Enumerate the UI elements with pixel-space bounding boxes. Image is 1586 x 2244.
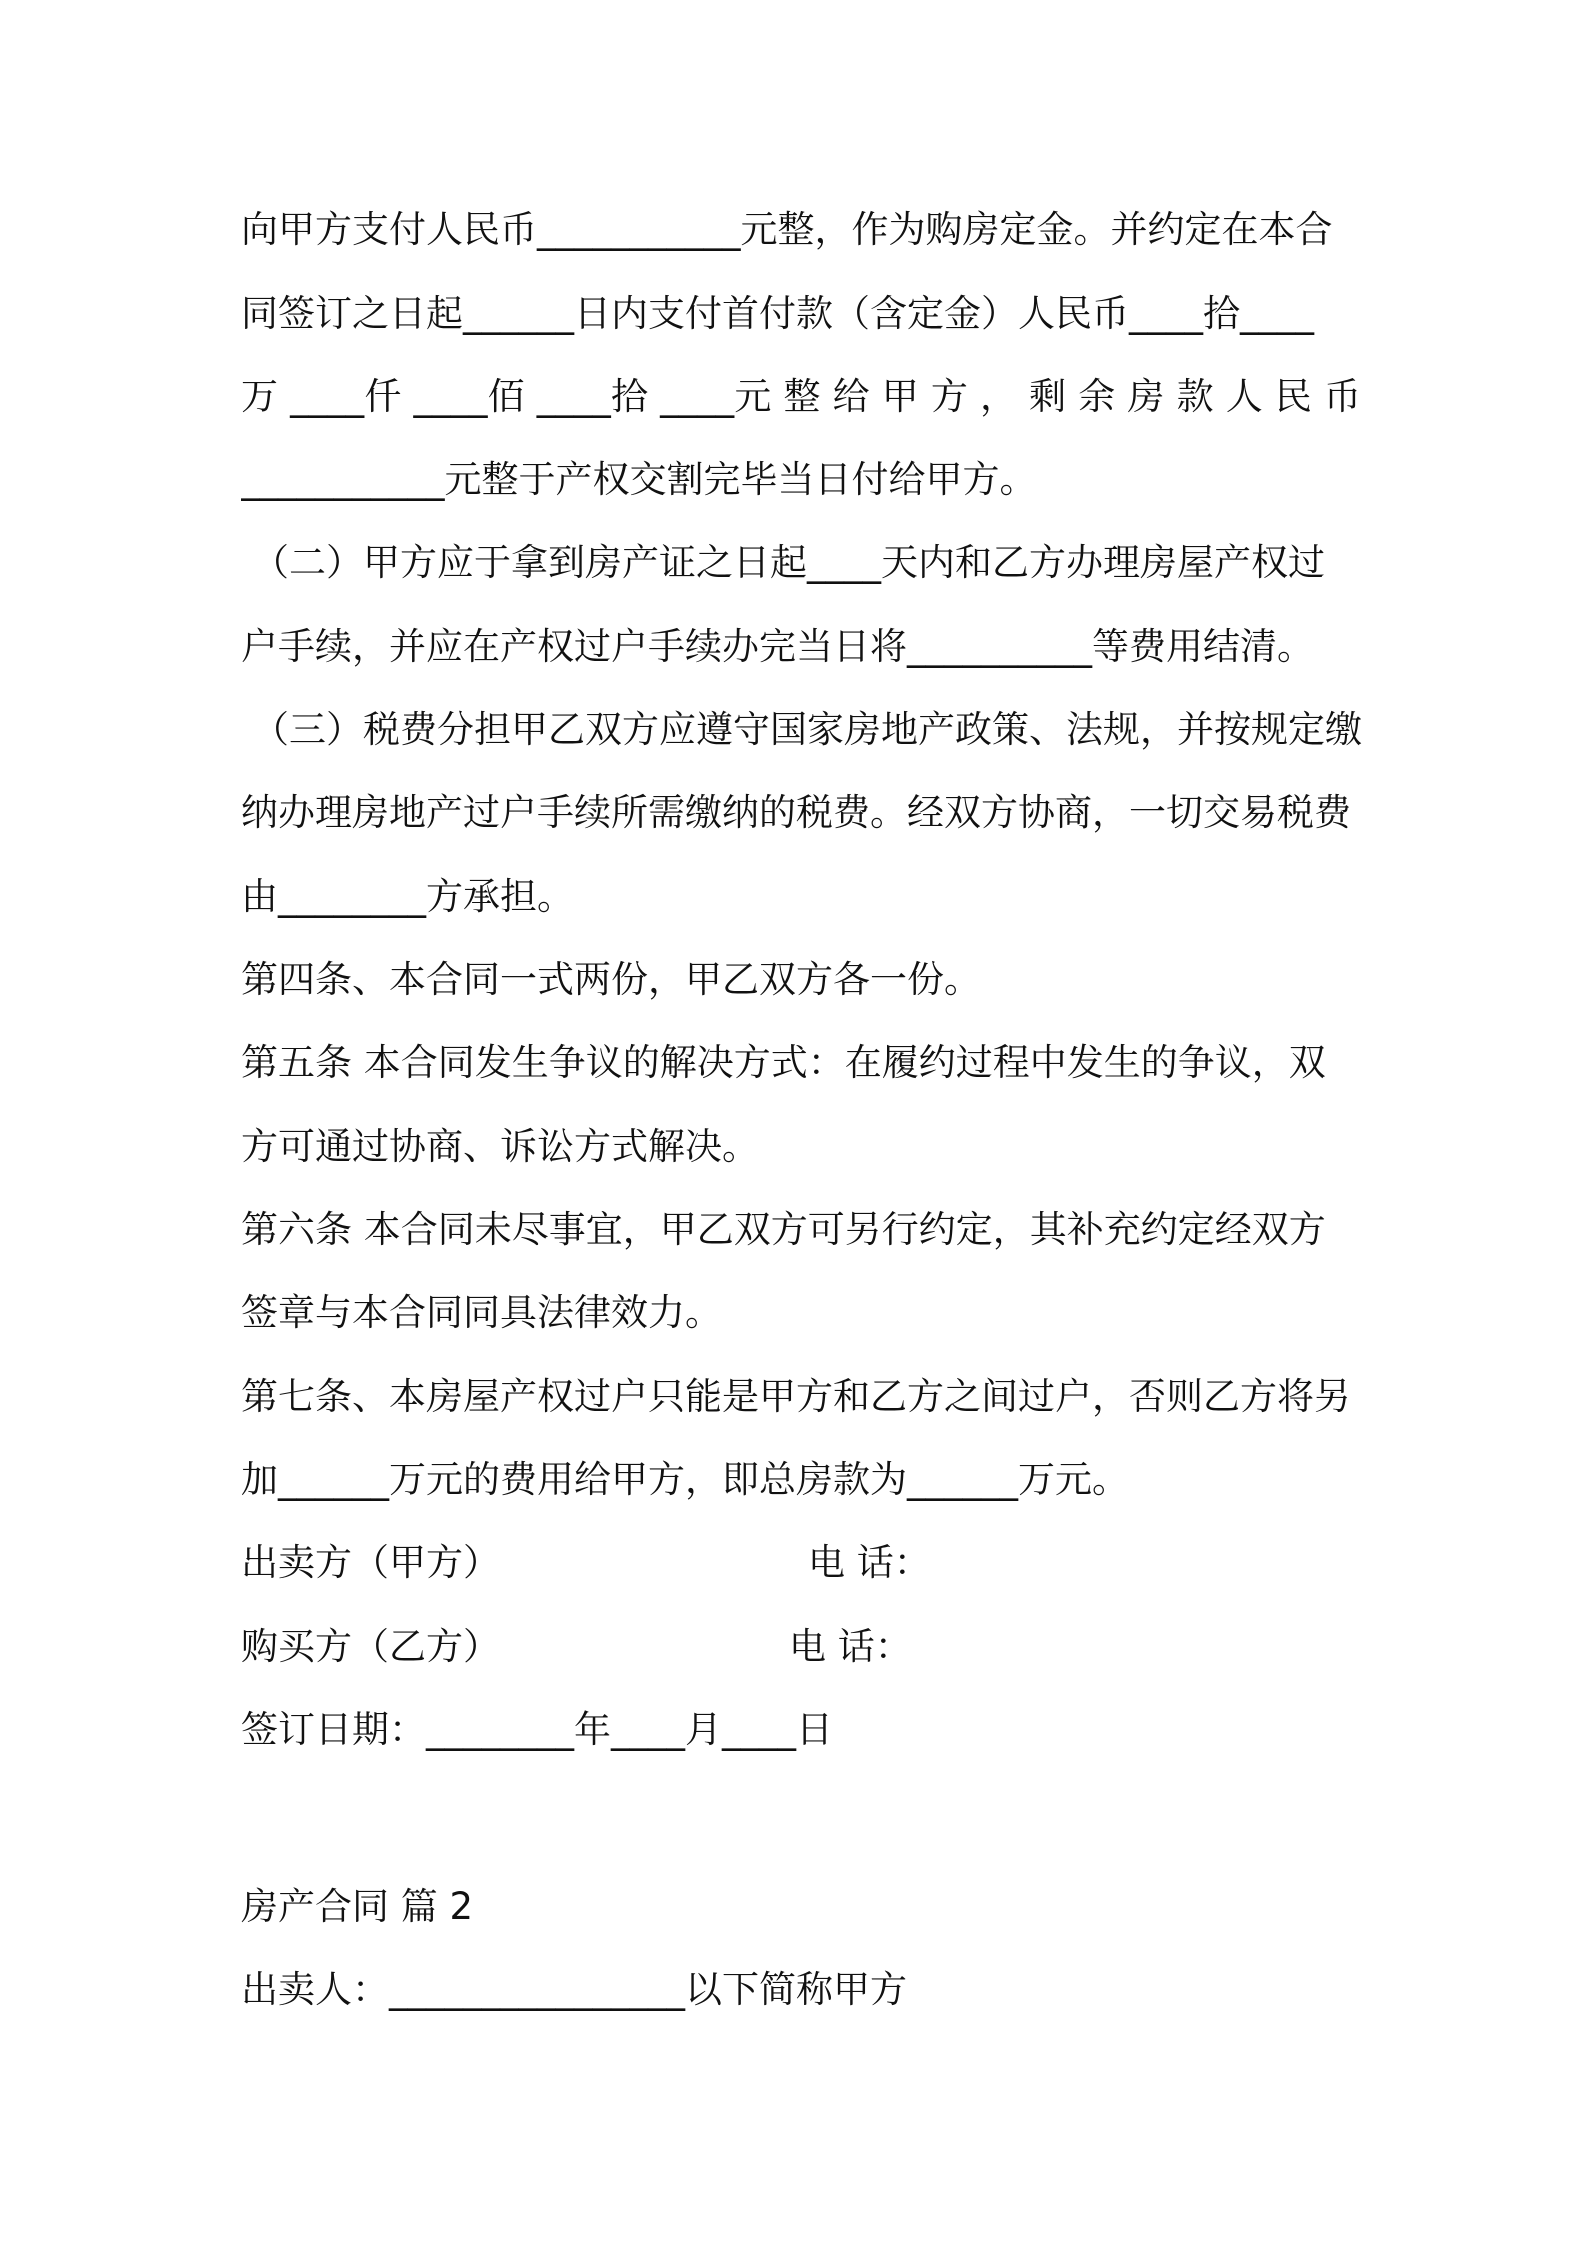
section-title: 房产合同 篇 2 (241, 1885, 474, 1928)
signing-date: 签订日期：________年____月____日 (241, 1708, 833, 1751)
buyer-label: 购买方（乙方） (241, 1625, 500, 1668)
clause-3-line-1: （三）税费分担甲乙双方应遵守国家房地产政策、法规，并按规定缴 (252, 708, 1362, 751)
article-7-line-1: 第七条、本房屋产权过户只能是甲方和乙方之间过户，否则乙方将另 (241, 1375, 1351, 1418)
seller-name-line: 出卖人：________________以下简称甲方 (241, 1968, 907, 2011)
clause-2-line-1: （二）甲方应于拿到房产证之日起____天内和乙方办理房屋产权过 (252, 541, 1325, 584)
buyer-phone-label: 电 话： (789, 1625, 912, 1668)
paragraph-line-1: 向甲方支付人民币___________元整，作为购房定金。并约定在本合 (241, 208, 1333, 251)
clause-3-line-2: 纳办理房地产过户手续所需缴纳的税费。经双方协商，一切交易税费 (241, 791, 1351, 834)
article-4: 第四条、本合同一式两份，甲乙双方各一份。 (241, 958, 981, 1001)
clause-2-line-2: 户手续，并应在产权过户手续办完当日将__________等费用结清。 (241, 625, 1314, 668)
paragraph-line-2: 同签订之日起______日内支付首付款（含定金）人民币____拾____ (241, 292, 1314, 335)
paragraph-line-3: 万 ____仟 ____佰 ____拾 ____元 整 给 甲 方 ， 剩 余 房 款 人 民 币 (241, 375, 1361, 418)
article-7-line-2: 加______万元的费用给甲方，即总房款为______万元。 (241, 1458, 1129, 1501)
article-6-line-1: 第六条 本合同未尽事宜，甲乙双方可另行约定，其补充约定经双方 (241, 1208, 1326, 1251)
article-6-line-2: 签章与本合同同具法律效力。 (241, 1291, 722, 1334)
seller-label: 出卖方（甲方） (241, 1541, 500, 1584)
clause-3-line-3: 由________方承担。 (241, 875, 574, 918)
article-5-line-2: 方可通过协商、诉讼方式解决。 (241, 1125, 759, 1168)
paragraph-line-4: ___________元整于产权交割完毕当日付给甲方。 (241, 458, 1037, 501)
article-5-line-1: 第五条 本合同发生争议的解决方式：在履约过程中发生的争议，双 (241, 1041, 1326, 1084)
seller-phone-label: 电 话： (808, 1541, 931, 1584)
